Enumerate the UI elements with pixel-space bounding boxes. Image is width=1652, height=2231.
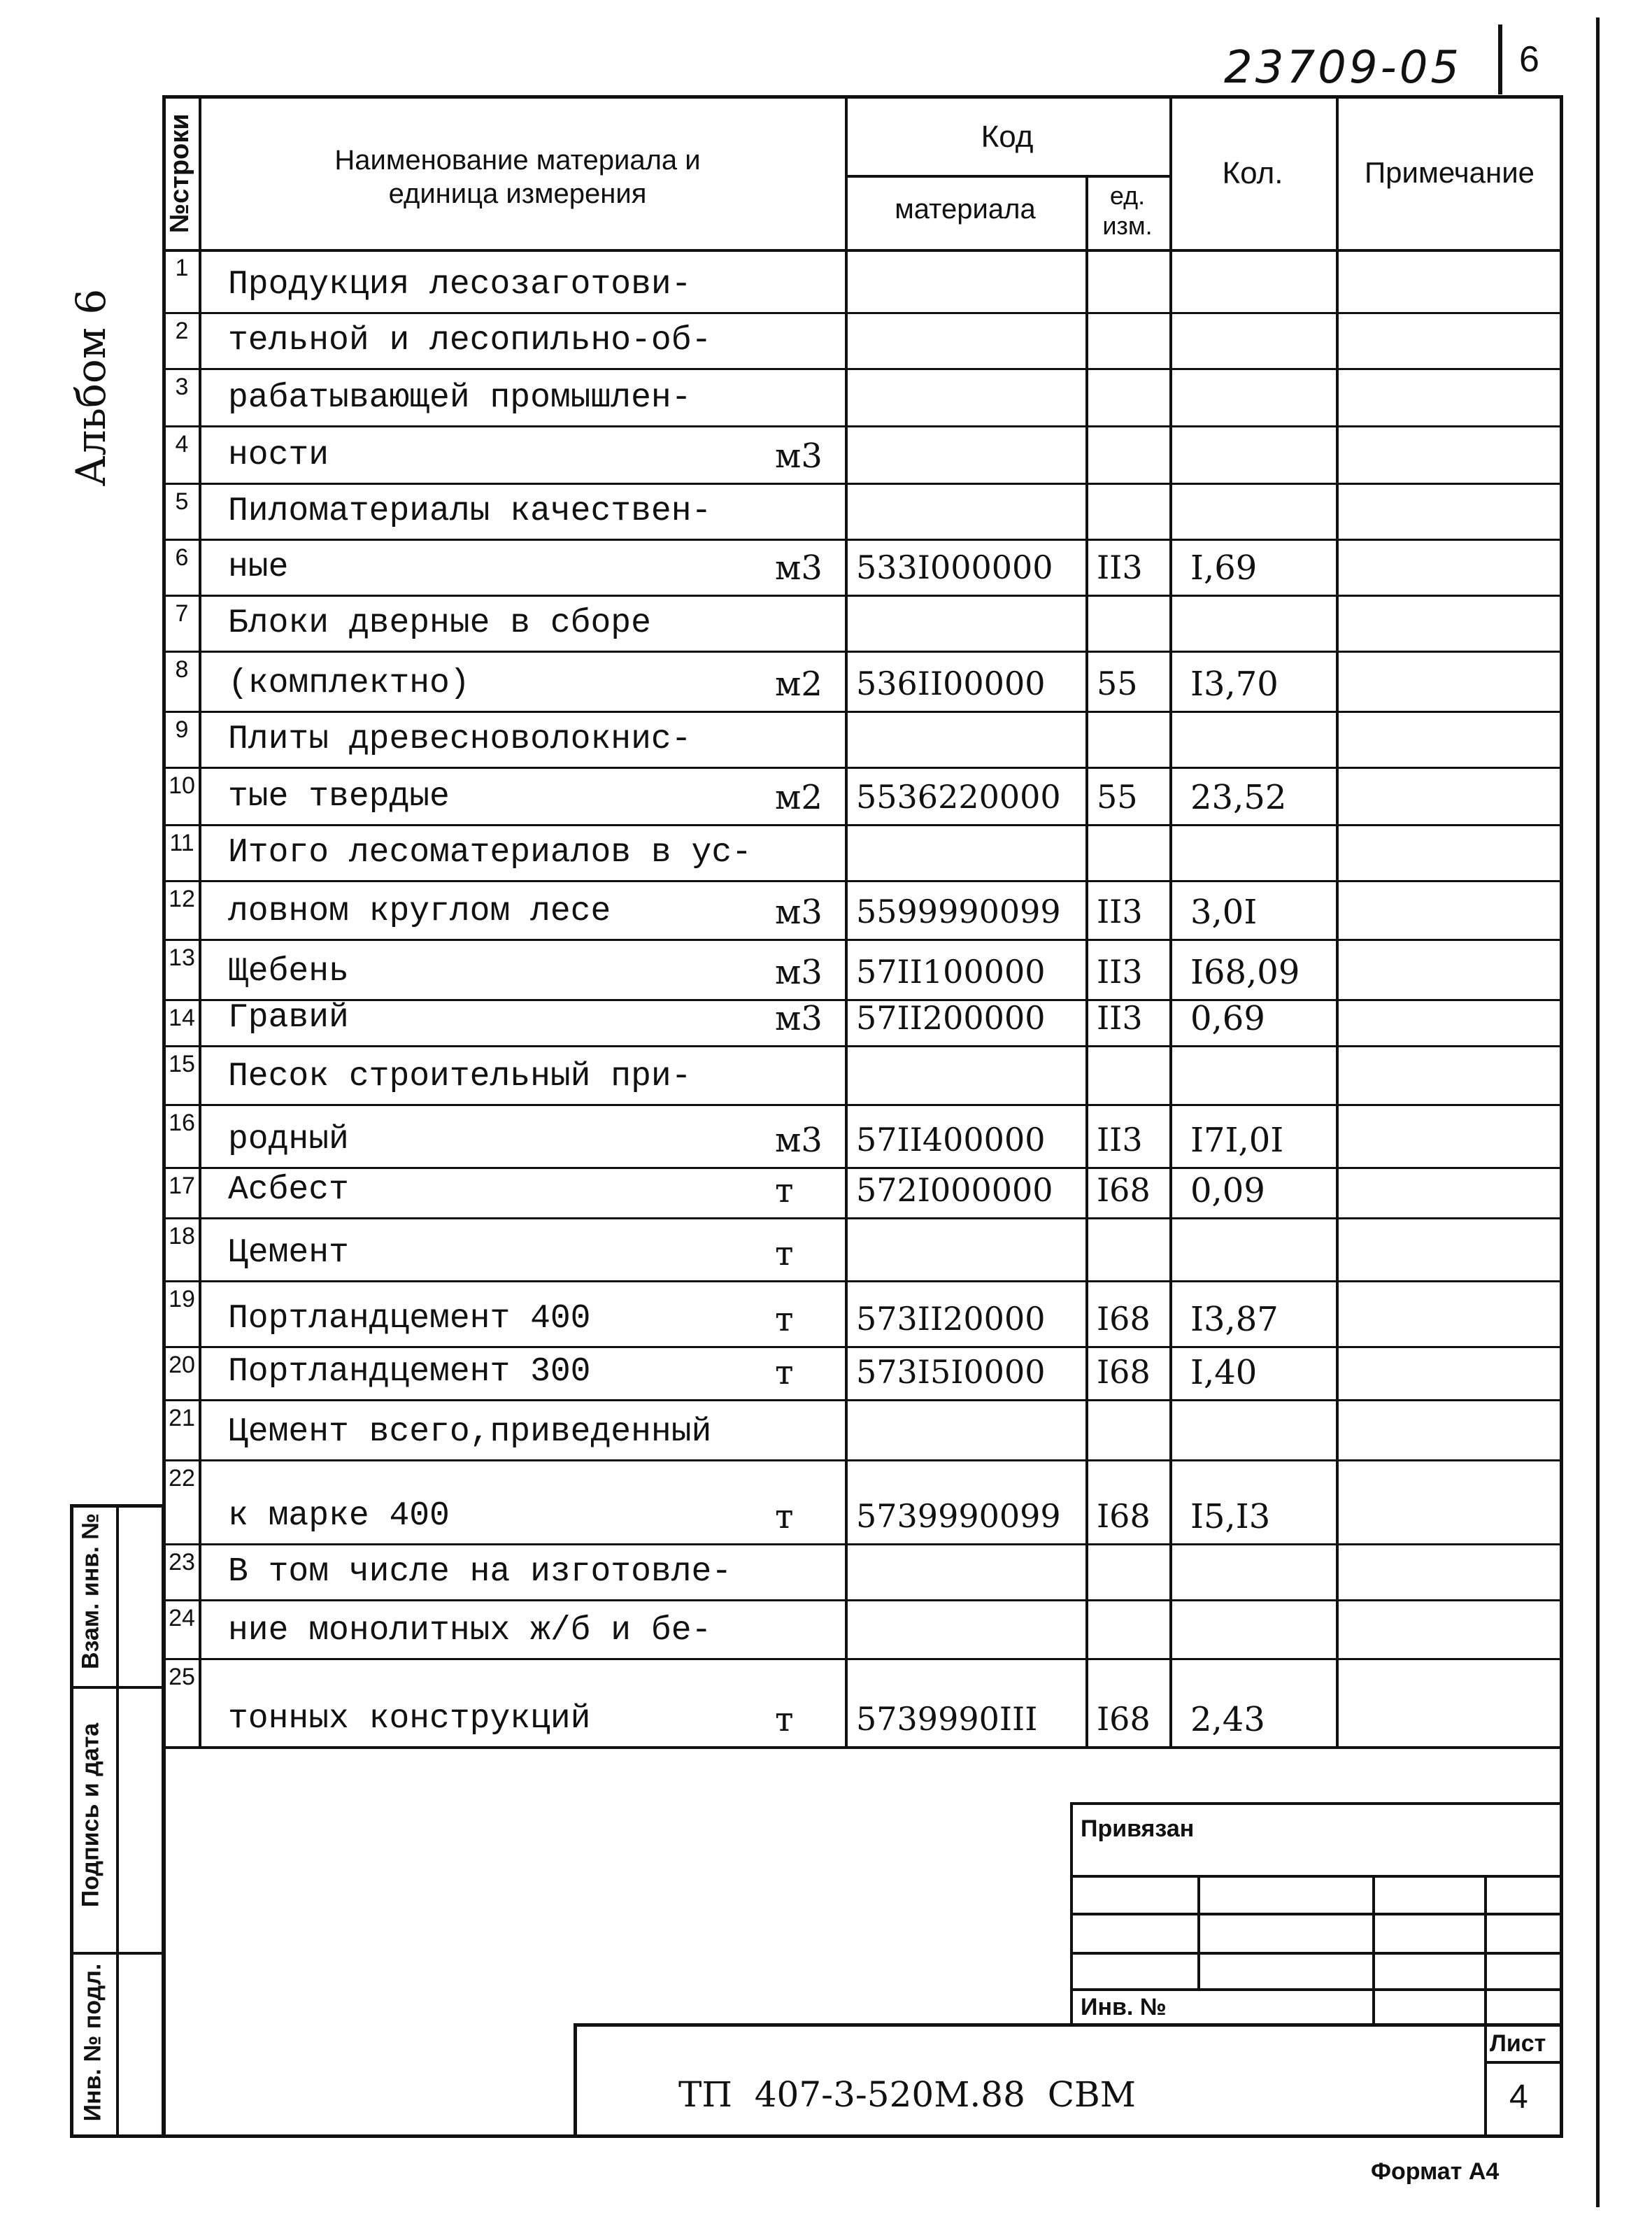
row-number: 18: [169, 1223, 195, 1249]
row-separator: [162, 595, 1563, 597]
row-number: 3: [175, 374, 189, 400]
row-separator: [162, 1217, 1563, 1219]
material-name: Портландцемент 400: [228, 1300, 591, 1338]
col-line-rowno: [199, 95, 201, 1746]
header-qty: Кол.: [1222, 156, 1283, 190]
page-number-divider: [1498, 24, 1502, 94]
material-name: Портландцемент 300: [228, 1353, 591, 1391]
side-stamp-inv: Инв. № подл.: [79, 1963, 106, 2122]
unit-code: I68: [1097, 1700, 1151, 1738]
material-name: Гравий: [228, 999, 349, 1037]
album-label: Альбом 6: [67, 288, 115, 487]
material-code: 5536220000: [856, 778, 1061, 816]
material-code: 572I000000: [856, 1171, 1053, 1209]
unit-of-measure: м2: [775, 665, 823, 704]
right-edge-line: [1596, 17, 1600, 2207]
unit-code: 55: [1097, 665, 1138, 702]
row-separator: [162, 368, 1563, 370]
unit-of-measure: м2: [775, 778, 823, 817]
material-name: Песок строительный при-: [228, 1058, 692, 1096]
binding-col3: [1484, 1875, 1487, 2026]
material-name: Щебень: [228, 953, 349, 991]
material-name: ние монолитных ж/б и бе-: [228, 1612, 712, 1650]
row-number: 1: [175, 255, 189, 281]
unit-code: 55: [1097, 778, 1138, 816]
col-line-code: [1085, 175, 1088, 1746]
row-number: 11: [169, 830, 194, 856]
row-number: 5: [175, 488, 189, 515]
row-number: 6: [175, 544, 189, 571]
quantity: 0,69: [1190, 999, 1265, 1038]
row-separator: [162, 1599, 1563, 1601]
material-name: ловном круглом лесе: [228, 893, 611, 930]
row-number: 17: [169, 1173, 195, 1199]
binding-label: Привязан: [1081, 1815, 1195, 1842]
material-name: Блоки дверные в сборе: [228, 604, 651, 642]
row-number: 25: [169, 1664, 195, 1690]
document-number: 23709-05: [1224, 42, 1462, 94]
material-name: В том числе на изготовле-: [228, 1553, 732, 1591]
row-separator: [162, 880, 1563, 882]
unit-code: II3: [1097, 953, 1143, 991]
side-stamp-sign: Подпись и дата: [77, 1722, 104, 1908]
material-code: 57II400000: [856, 1121, 1046, 1159]
quantity: I3,87: [1190, 1300, 1279, 1339]
material-code: 573I5I0000: [856, 1353, 1046, 1391]
material-name: ности: [228, 437, 329, 474]
unit-code: II3: [1097, 893, 1143, 930]
designation: ТП 407-3-520М.88 СВМ: [678, 2074, 1136, 2115]
unit-code: I68: [1097, 1353, 1151, 1391]
quantity: 0,09: [1190, 1171, 1265, 1210]
header-code-unit: ед. изм.: [1102, 181, 1153, 241]
row-separator: [162, 767, 1563, 769]
row-separator: [162, 425, 1563, 427]
material-name: Продукция лесозаготови-: [228, 266, 692, 304]
quantity: I,40: [1190, 1353, 1258, 1392]
material-name: к марке 400: [228, 1497, 450, 1535]
row-separator: [162, 1280, 1563, 1282]
table-bottom-line: [162, 1746, 1563, 1749]
material-name: тые твердые: [228, 778, 450, 816]
format-label: Формат А4: [1371, 2158, 1500, 2185]
row-number: 23: [169, 1549, 195, 1575]
material-code: 533I000000: [856, 548, 1053, 586]
row-number: 14: [169, 1005, 195, 1031]
row-separator: [162, 1104, 1563, 1106]
col-line-qty: [1336, 95, 1339, 1746]
material-code: 57II200000: [856, 999, 1046, 1037]
quantity: I5,I3: [1190, 1497, 1271, 1536]
unit-code: I68: [1097, 1497, 1151, 1535]
row-number: 15: [169, 1051, 195, 1077]
row-separator: [162, 939, 1563, 941]
material-name: Цемент всего,приведенный: [228, 1413, 712, 1451]
unit-of-measure: т: [775, 1353, 794, 1392]
unit-of-measure: м3: [775, 953, 823, 992]
row-number: 10: [169, 772, 195, 799]
quantity: I,69: [1190, 548, 1258, 588]
material-name: рабатывающей промышлен-: [228, 379, 692, 417]
header-code: Код: [981, 120, 1034, 154]
unit-code: II3: [1097, 1121, 1143, 1159]
binding-line3: [1070, 1952, 1563, 1955]
header-name: Наименование материала и единица измерения: [334, 145, 701, 209]
unit-code: II3: [1097, 548, 1143, 586]
material-code: 5599990099: [856, 893, 1061, 930]
unit-of-measure: т: [775, 1171, 794, 1210]
row-number: 20: [169, 1352, 195, 1378]
row-number: 4: [175, 431, 189, 458]
side-stamp-vzam: Взам. инв. №: [77, 1513, 104, 1670]
row-number: 8: [175, 656, 189, 683]
row-separator: [162, 1167, 1563, 1169]
unit-of-measure: т: [775, 1234, 794, 1273]
row-number: 21: [169, 1405, 195, 1431]
row-separator: [162, 1658, 1563, 1660]
unit-code: I68: [1097, 1300, 1151, 1338]
unit-of-measure: м3: [775, 437, 823, 476]
quantity: 23,52: [1190, 778, 1287, 817]
material-name: (комплектно): [228, 665, 470, 702]
col-line-name: [845, 95, 848, 1746]
side-stamp-divider: [116, 1504, 119, 2138]
unit-code: I68: [1097, 1171, 1151, 1209]
sheet-label: Лист: [1490, 2030, 1546, 2057]
title-sheet-line: [1484, 2061, 1563, 2064]
header-code-material: материала: [895, 194, 1036, 225]
material-name: тонных конструкций: [228, 1700, 591, 1738]
quantity: 2,43: [1190, 1700, 1265, 1739]
binding-inv-no: Инв. №: [1081, 1994, 1167, 2020]
quantity: I7I,0I: [1190, 1121, 1284, 1160]
material-name: Цемент: [228, 1234, 349, 1272]
unit-of-measure: м3: [775, 548, 823, 588]
row-separator: [162, 1346, 1563, 1348]
binding-line1: [1070, 1875, 1563, 1878]
unit-of-measure: м3: [775, 1121, 823, 1160]
material-code: 573II20000: [856, 1300, 1046, 1338]
material-code: 5739990099: [856, 1497, 1061, 1535]
binding-col1: [1197, 1875, 1200, 1988]
row-number: 24: [169, 1605, 195, 1631]
row-separator: [162, 483, 1563, 485]
row-separator: [162, 1459, 1563, 1461]
row-number: 2: [175, 318, 189, 344]
material-name: ные: [228, 548, 289, 586]
header-note: Примечание: [1364, 156, 1535, 189]
row-number: 12: [169, 886, 195, 912]
row-separator: [162, 824, 1563, 826]
header-row-no: №строки: [165, 113, 195, 234]
row-number: 19: [169, 1286, 195, 1312]
quantity: I68,09: [1190, 953, 1300, 992]
row-separator: [162, 1045, 1563, 1047]
row-number: 13: [169, 944, 195, 971]
material-code: 5739990III: [856, 1700, 1038, 1738]
row-separator: [162, 312, 1563, 314]
sheet-number: 4: [1509, 2078, 1528, 2116]
material-name: родный: [228, 1121, 349, 1159]
material-name: Пиломатериалы качествен-: [228, 493, 712, 530]
row-number: 7: [175, 600, 189, 627]
row-separator: [162, 711, 1563, 713]
material-name: тельной и лесопильно-об-: [228, 322, 712, 360]
header-bottom-line: [162, 249, 1563, 252]
unit-of-measure: м3: [775, 893, 823, 932]
unit-of-measure: м3: [775, 999, 823, 1038]
row-separator: [162, 1543, 1563, 1545]
binding-line4: [1070, 1988, 1563, 1991]
binding-col2: [1372, 1875, 1375, 2026]
row-separator: [162, 539, 1563, 541]
material-name: Асбест: [228, 1171, 349, 1209]
unit-of-measure: т: [775, 1700, 794, 1739]
material-name: Плиты древесноволокнис-: [228, 721, 692, 758]
row-number: 16: [169, 1110, 195, 1136]
material-code: 57II100000: [856, 953, 1046, 991]
row-number: 22: [169, 1465, 195, 1492]
unit-of-measure: т: [775, 1300, 794, 1339]
material-code: 536II00000: [856, 665, 1046, 702]
title-sheet-divider: [1484, 2023, 1487, 2138]
unit-of-measure: т: [775, 1497, 794, 1536]
col-line-unit: [1169, 95, 1172, 1746]
row-separator: [162, 651, 1563, 653]
material-name: Итого лесоматериалов в ус-: [228, 834, 752, 872]
row-separator: [162, 1399, 1563, 1401]
row-number: 9: [175, 716, 189, 743]
code-subheader-line: [845, 175, 1169, 178]
unit-code: II3: [1097, 999, 1143, 1037]
page-number: 6: [1519, 39, 1539, 80]
quantity: I3,70: [1190, 665, 1279, 704]
quantity: 3,0I: [1190, 893, 1258, 932]
binding-line2: [1070, 1913, 1563, 1915]
